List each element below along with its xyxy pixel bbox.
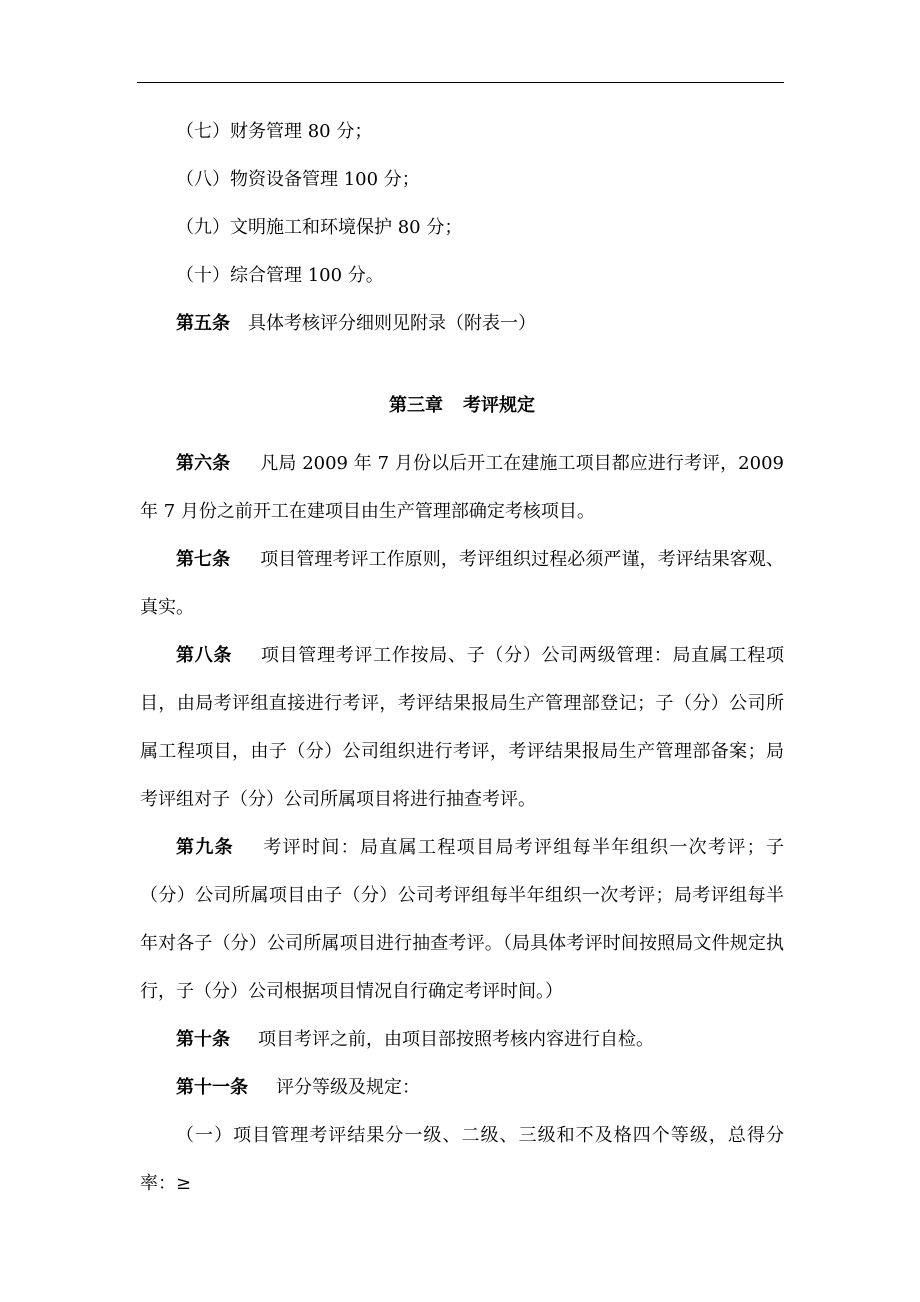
item-10: （十）综合管理 100 分。 xyxy=(176,265,384,286)
article-8-label: 第八条 xyxy=(176,645,233,666)
header-rule xyxy=(137,82,784,83)
article-11-text: 评分等级及规定： xyxy=(276,1077,420,1098)
article-11 xyxy=(140,1064,784,1112)
article-10-text: 项目考评之前，由项目部按照考核内容进行自检。 xyxy=(258,1029,654,1050)
article-8 xyxy=(140,632,784,824)
item-9: （九）文明施工和环境保护 80 分； xyxy=(176,217,463,238)
article-5-text: 具体考核评分细则见附录（附表一） xyxy=(248,313,536,334)
article-10-label: 第十条 xyxy=(176,1029,230,1050)
article-6 xyxy=(140,440,784,536)
article-7-text: 项目管理考评工作原则，考评组织过程必须严谨，考评结果客观、真实。 xyxy=(140,549,784,618)
chapter-title: 考评规定 xyxy=(463,395,535,416)
article-5-label: 第五条 xyxy=(176,313,230,334)
item-8: （八）物资设备管理 100 分； xyxy=(176,169,420,190)
article-11-label: 第十一条 xyxy=(176,1077,248,1098)
article-5 xyxy=(140,300,784,348)
document-body xyxy=(140,108,784,1208)
article-9-text: 考评时间：局直属工程项目局考评组每半年组织一次考评；子（分）公司所属项目由子（分）公司考评组每半年组织一次考评；局考评组每半年对各子（分）公司所属项目进行抽查考评。（局具体考评时间按照局文件规定执行，子（分）公司根据项目情况自行确定考评时间。） xyxy=(140,837,784,1002)
grade-item-1: （一）项目管理考评结果分一级、二级、三级和不及格四个等级，总得分率：≥ xyxy=(140,1125,784,1194)
article-8-text: 项目管理考评工作按局、子（分）公司两级管理：局直属工程项目，由局考评组直接进行考评，考评结果报局生产管理部登记；子（分）公司所属工程项目，由子（分）公司组织进行考评，考评结果报局生产管理部备案；局考评组对子（分）公司所属项目将进行抽查考评。 xyxy=(140,645,785,810)
article-9 xyxy=(140,824,784,1016)
chapter-heading xyxy=(140,382,784,430)
article-7 xyxy=(140,536,784,632)
article-6-label: 第六条 xyxy=(176,453,231,474)
article-9-label: 第九条 xyxy=(176,837,234,858)
article-10 xyxy=(140,1016,784,1064)
article-7-label: 第七条 xyxy=(176,549,231,570)
article-6-text: 凡局 2009 年 7 月份以后开工在建施工项目都应进行考评，2009 年 7 月份之前开工在建项目由生产管理部确定考核项目。 xyxy=(140,453,784,522)
item-7: （七）财务管理 80 分； xyxy=(176,121,373,142)
chapter-number: 第三章 xyxy=(389,395,443,416)
